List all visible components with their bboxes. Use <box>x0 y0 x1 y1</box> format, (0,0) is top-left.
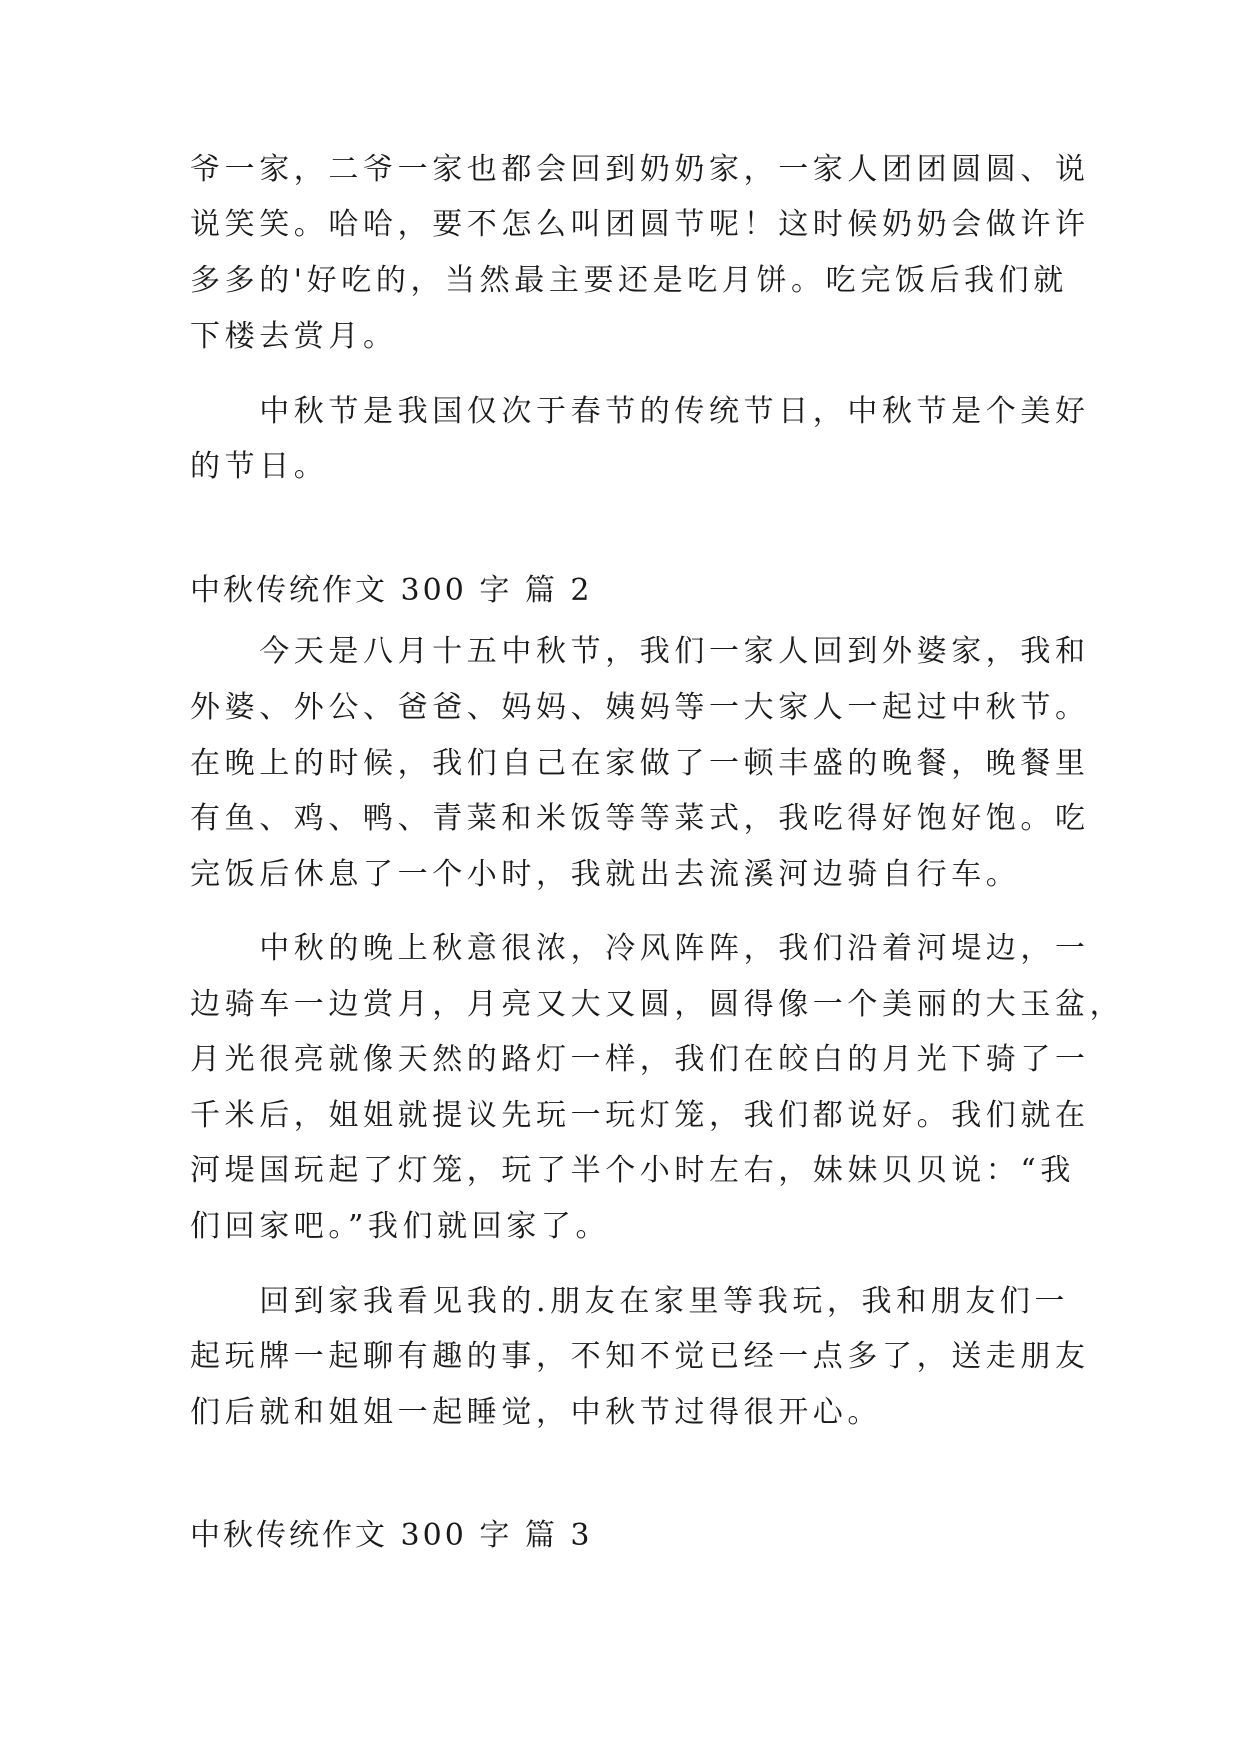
paragraph-line: 千米后，姐姐就提议先玩一玩灯笼，我们都说好。我们就在 <box>190 1098 1090 1133</box>
paragraph-line: 在晚上的时候，我们自己在家做了一顿丰盛的晚餐，晚餐里 <box>190 746 1090 781</box>
paragraph-line: 起玩牌一起聊有趣的事，不知不觉已经一点多了，送走朋友 <box>190 1339 1090 1374</box>
paragraph-line: 月光很亮就像天然的路灯一样，我们在皎白的月光下骑了一 <box>190 1042 1090 1077</box>
paragraph-line: 今天是八月十五中秋节，我们一家人回到外婆家，我和 <box>190 634 1090 669</box>
paragraph-line: 外婆、外公、爸爸、妈妈、姨妈等一大家人一起过中秋节。 <box>190 690 1090 725</box>
paragraph-line: 有鱼、鸡、鸭、青菜和米饭等等菜式，我吃得好饱好饱。吃 <box>190 801 1090 836</box>
paragraph-line: 河堤国玩起了灯笼，玩了半个小时左右，妹妹贝贝说：“我 <box>190 1153 1075 1188</box>
paragraph-line: 的节日。 <box>190 449 329 484</box>
paragraph-line: 边骑车一边赏月，月亮又大又圆，圆得像一个美丽的大玉盆， <box>190 987 1125 1022</box>
paragraph-line: 回到家我看见我的.朋友在家里等我玩，我和朋友们一 <box>190 1284 1070 1319</box>
paragraph-line: 们后就和姐姐一起睡觉，中秋节过得很开心。 <box>190 1395 882 1430</box>
paragraph-line: 完饭后休息了一个小时，我就出去流溪河边骑自行车。 <box>190 857 1021 892</box>
paragraph-line: 多多的'好吃的，当然最主要还是吃月饼。吃完饭后我们就 <box>190 263 1068 298</box>
paragraph-line: 中秋节是我国仅次于春节的传统节日，中秋节是个美好 <box>190 394 1090 429</box>
paragraph-line: 爷一家，二爷一家也都会回到奶奶家，一家人团团圆圆、说 <box>190 152 1090 187</box>
paragraph-line: 中秋的晚上秋意很浓，冷风阵阵，我们沿着河堤边，一 <box>190 931 1090 966</box>
paragraph-line: 说笑笑。哈哈，要不怎么叫团圆节呢！这时候奶奶会做许许 <box>190 207 1090 242</box>
paragraph-line: 们回家吧。”我们就回家了。 <box>190 1209 611 1244</box>
section-heading: 中秋传统作文 300 字 篇 3 <box>190 1518 593 1553</box>
section-heading: 中秋传统作文 300 字 篇 2 <box>190 573 593 608</box>
paragraph-line: 下楼去赏月。 <box>190 319 398 354</box>
